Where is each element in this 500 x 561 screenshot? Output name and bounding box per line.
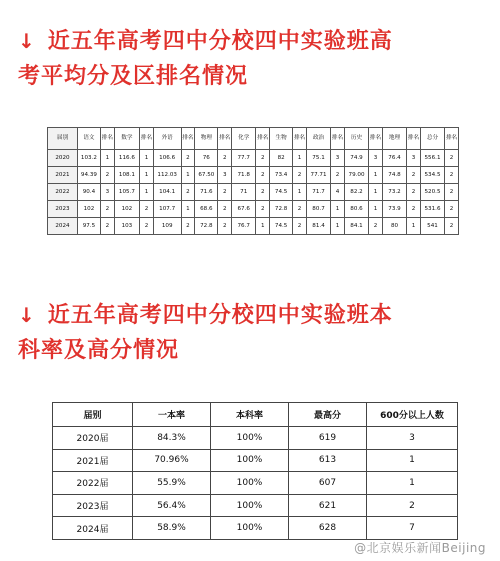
- table-cell: 109: [153, 218, 181, 235]
- table-cell: 80: [382, 218, 406, 235]
- column-header: 物理: [195, 128, 218, 150]
- table-cell: 2: [407, 184, 421, 201]
- table-cell: 74.8: [382, 167, 406, 184]
- table-cell: 103: [114, 218, 139, 235]
- table-cell: 2: [218, 201, 232, 218]
- table-cell: 58.9%: [133, 517, 211, 540]
- table-row: [53, 427, 458, 450]
- table-cell: 7: [367, 517, 458, 540]
- table-cell: 84.3%: [133, 427, 211, 450]
- table-cell: 84.1: [344, 218, 368, 235]
- down-arrow-icon: ↓: [18, 303, 36, 327]
- table-cell: 2: [445, 201, 459, 218]
- table-cell: 2020届: [53, 427, 133, 450]
- table-cell: 2: [331, 167, 345, 184]
- table-cell: 73.9: [382, 201, 406, 218]
- table-cell: 2: [445, 150, 459, 167]
- table-cell: 1: [181, 167, 195, 184]
- table-cell: 97.5: [77, 218, 100, 235]
- table-cell: 105.7: [114, 184, 139, 201]
- table-cell: 1: [331, 201, 345, 218]
- table-cell: 94.39: [77, 167, 100, 184]
- column-header: 历史: [344, 128, 368, 150]
- table-cell: 72.8: [270, 201, 293, 218]
- rates-table: [52, 402, 458, 540]
- table-cell: 67.50: [195, 167, 218, 184]
- table-cell: 2: [369, 218, 383, 235]
- table-cell: 2: [181, 184, 195, 201]
- table-cell: 2024届: [53, 517, 133, 540]
- table-cell: 71.8: [232, 167, 256, 184]
- table-cell: 2: [367, 494, 458, 517]
- table-cell: 2: [293, 218, 307, 235]
- table-cell: 76.7: [232, 218, 256, 235]
- down-arrow-icon: ↓: [18, 29, 36, 53]
- table-cell: 1: [407, 218, 421, 235]
- table-row: [48, 150, 459, 167]
- table-cell: 56.4%: [133, 494, 211, 517]
- table-cell: 107.7: [153, 201, 181, 218]
- heading-line: 考平均分及区排名情况: [18, 64, 249, 89]
- table-cell: 74.5: [270, 218, 293, 235]
- column-header: 排名: [369, 128, 383, 150]
- table-cell: 2: [100, 201, 114, 218]
- table-cell: 2: [100, 167, 114, 184]
- table-cell: 104.1: [153, 184, 181, 201]
- column-header: 届别: [48, 128, 78, 150]
- table-cell: 102: [77, 201, 100, 218]
- table-cell: 79.00: [344, 167, 368, 184]
- table-cell: 2023: [48, 201, 78, 218]
- table-cell: 100%: [211, 494, 289, 517]
- table-cell: 100%: [211, 472, 289, 495]
- section-heading-scores: [18, 24, 488, 94]
- column-header: 排名: [256, 128, 270, 150]
- table-cell: 621: [289, 494, 367, 517]
- heading-text: 近五年高考四中分校四中实验班本: [47, 303, 393, 328]
- scores-ranking-table: [47, 127, 459, 235]
- table-cell: 2: [445, 167, 459, 184]
- column-header: 600分以上人数: [367, 403, 458, 427]
- table-cell: 2: [407, 201, 421, 218]
- table-cell: 71.6: [195, 184, 218, 201]
- heading-line: [18, 24, 488, 59]
- table-cell: 2: [140, 201, 154, 218]
- table-cell: 531.6: [420, 201, 444, 218]
- table-cell: 70.96%: [133, 449, 211, 472]
- table-cell: 2: [256, 150, 270, 167]
- table-cell: 100%: [211, 449, 289, 472]
- table-cell: 2: [407, 167, 421, 184]
- table-cell: 1: [367, 449, 458, 472]
- table-header-row: [53, 403, 458, 427]
- table-cell: 3: [100, 184, 114, 201]
- column-header: 排名: [181, 128, 195, 150]
- column-header: 届别: [53, 403, 133, 427]
- table-cell: 520.5: [420, 184, 444, 201]
- table-cell: 3: [367, 427, 458, 450]
- table-cell: 3: [369, 150, 383, 167]
- table-cell: 2: [140, 218, 154, 235]
- table-row: [48, 184, 459, 201]
- table-cell: 1: [293, 150, 307, 167]
- table-cell: 2: [445, 184, 459, 201]
- table-cell: 81.4: [306, 218, 330, 235]
- table-cell: 2: [218, 150, 232, 167]
- rates-table-container: [52, 402, 457, 540]
- table-cell: 73.4: [270, 167, 293, 184]
- table-cell: 2: [256, 184, 270, 201]
- column-header: 排名: [293, 128, 307, 150]
- table-cell: 80.6: [344, 201, 368, 218]
- table-cell: 1: [369, 184, 383, 201]
- column-header: 本科率: [211, 403, 289, 427]
- table-cell: 1: [181, 201, 195, 218]
- table-cell: 3: [218, 167, 232, 184]
- table-cell: 2: [100, 218, 114, 235]
- table-row: [48, 201, 459, 218]
- section-heading-rates: [18, 298, 488, 368]
- column-header: 排名: [407, 128, 421, 150]
- table-cell: 4: [331, 184, 345, 201]
- table-cell: 619: [289, 427, 367, 450]
- table-cell: 2: [445, 218, 459, 235]
- column-header: 排名: [218, 128, 232, 150]
- table-cell: 2024: [48, 218, 78, 235]
- table-cell: 1: [293, 184, 307, 201]
- table-cell: 100%: [211, 427, 289, 450]
- table-cell: 1: [369, 167, 383, 184]
- table-cell: 77.7: [232, 150, 256, 167]
- table-cell: 1: [331, 218, 345, 235]
- table-row: [48, 218, 459, 235]
- table-cell: 2: [218, 218, 232, 235]
- table-cell: 1: [369, 201, 383, 218]
- table-cell: 103.2: [77, 150, 100, 167]
- table-cell: 2022届: [53, 472, 133, 495]
- table-cell: 74.5: [270, 184, 293, 201]
- table-cell: 1: [256, 218, 270, 235]
- table-cell: 613: [289, 449, 367, 472]
- table-cell: 628: [289, 517, 367, 540]
- column-header: 数学: [114, 128, 139, 150]
- table-row: [48, 167, 459, 184]
- table-cell: 75.1: [306, 150, 330, 167]
- column-header: 最高分: [289, 403, 367, 427]
- table-cell: 77.71: [306, 167, 330, 184]
- table-cell: 2: [256, 201, 270, 218]
- table-cell: 90.4: [77, 184, 100, 201]
- table-cell: 55.9%: [133, 472, 211, 495]
- table-cell: 73.2: [382, 184, 406, 201]
- table-cell: 2: [181, 218, 195, 235]
- heading-line: [18, 298, 488, 333]
- table-cell: 82: [270, 150, 293, 167]
- scores-table: [47, 127, 459, 235]
- column-header: 地理: [382, 128, 406, 150]
- table-cell: 1: [140, 184, 154, 201]
- column-header: 语文: [77, 128, 100, 150]
- table-cell: 102: [114, 201, 139, 218]
- column-header: 排名: [445, 128, 459, 150]
- table-cell: 556.1: [420, 150, 444, 167]
- table-cell: 68.6: [195, 201, 218, 218]
- table-cell: 67.6: [232, 201, 256, 218]
- table-cell: 82.2: [344, 184, 368, 201]
- table-cell: 2021: [48, 167, 78, 184]
- table-cell: 2: [293, 167, 307, 184]
- table-cell: 76.4: [382, 150, 406, 167]
- table-cell: 1: [367, 472, 458, 495]
- table-cell: 2021届: [53, 449, 133, 472]
- column-header: 政治: [306, 128, 330, 150]
- table-row: [53, 494, 458, 517]
- table-cell: 2020: [48, 150, 78, 167]
- table-row: [53, 449, 458, 472]
- table-cell: 106.6: [153, 150, 181, 167]
- table-cell: 3: [407, 150, 421, 167]
- table-cell: 541: [420, 218, 444, 235]
- table-cell: 1: [100, 150, 114, 167]
- column-header: 外语: [153, 128, 181, 150]
- table-header-row: [48, 128, 459, 150]
- table-cell: 71.7: [306, 184, 330, 201]
- heading-line: 科率及高分情况: [18, 338, 180, 363]
- watermark: @北京娱乐新闻Beijing: [354, 541, 486, 555]
- table-cell: 1: [140, 150, 154, 167]
- column-header: 生物: [270, 128, 293, 150]
- table-cell: 2023届: [53, 494, 133, 517]
- heading-text: 近五年高考四中分校四中实验班高: [47, 29, 393, 54]
- table-cell: 80.7: [306, 201, 330, 218]
- column-header: 排名: [331, 128, 345, 150]
- column-header: 总分: [420, 128, 444, 150]
- column-header: 一本率: [133, 403, 211, 427]
- table-cell: 71: [232, 184, 256, 201]
- table-cell: 2: [293, 201, 307, 218]
- table-cell: 74.9: [344, 150, 368, 167]
- table-cell: 72.8: [195, 218, 218, 235]
- table-cell: 2: [256, 167, 270, 184]
- table-row: [53, 517, 458, 540]
- table-cell: 534.5: [420, 167, 444, 184]
- table-cell: 607: [289, 472, 367, 495]
- table-cell: 76: [195, 150, 218, 167]
- table-cell: 100%: [211, 517, 289, 540]
- table-cell: 108.1: [114, 167, 139, 184]
- table-cell: 3: [331, 150, 345, 167]
- column-header: 化学: [232, 128, 256, 150]
- table-cell: 2: [218, 184, 232, 201]
- table-cell: 1: [140, 167, 154, 184]
- column-header: 排名: [100, 128, 114, 150]
- table-cell: 2: [181, 150, 195, 167]
- table-cell: 2022: [48, 184, 78, 201]
- table-row: [53, 472, 458, 495]
- table-cell: 112.03: [153, 167, 181, 184]
- column-header: 排名: [140, 128, 154, 150]
- table-cell: 116.6: [114, 150, 139, 167]
